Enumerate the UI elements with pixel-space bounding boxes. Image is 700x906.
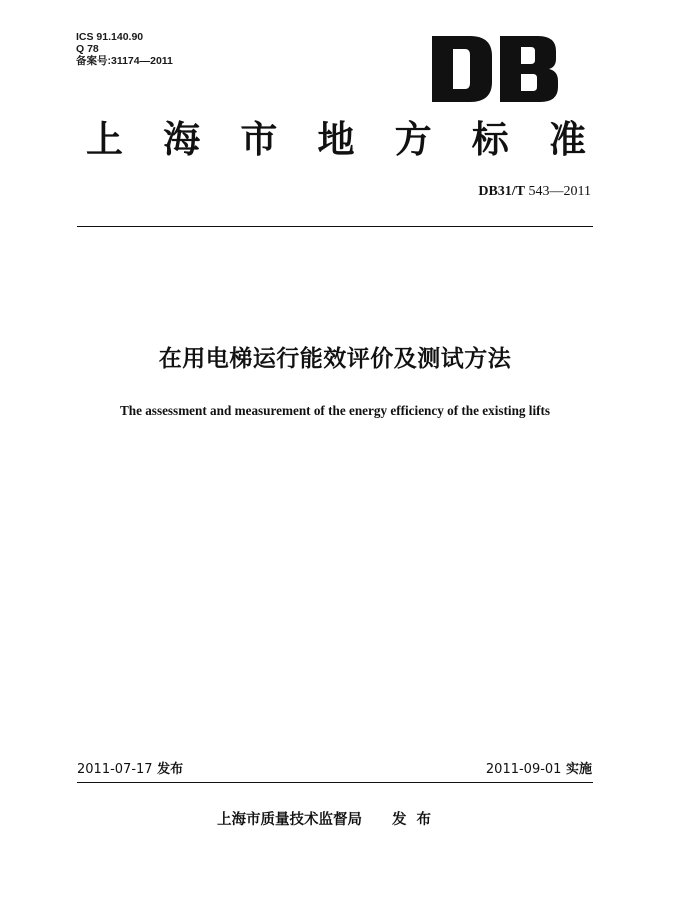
ics-code: ICS 91.140.90 [76,31,144,43]
implementation-date-label: 实施 [561,762,592,777]
standard-type-char: 准 [548,118,586,161]
title-english: The assessment and measurement of the energy efficiency of the existing lifts [119,403,551,418]
issuer-action: 发布 [392,812,441,828]
db-logo-letter-b [500,36,558,102]
record-number: 备案号:31174—2011 [76,55,173,67]
standard-type-char: 方 [394,118,432,161]
issue-date: 2011-07-17 [77,762,153,777]
bottom-divider [77,782,593,783]
standard-type-char: 海 [163,118,201,161]
standard-code [478,184,591,200]
implementation-date-line [486,762,592,778]
issuer-name: 上海市质量技术监督局 [217,812,362,828]
ccs-code: Q 78 [76,43,99,55]
standard-code-prefix: DB31/T [478,184,526,199]
issue-date-line [77,762,183,778]
top-divider [77,226,593,227]
implementation-date: 2011-09-01 [485,762,562,777]
standard-type-char: 市 [240,118,278,161]
standard-code-number: 543—2011 [525,184,591,199]
classification-block [76,31,173,67]
standard-type-char: 上 [86,118,123,161]
issue-date-label: 发布 [152,762,184,777]
title-chinese: 在用电梯运行能效评价及测试方法 [158,346,512,372]
issuer-line [217,811,441,829]
db-logo [432,36,560,102]
standard-type-char: 标 [471,118,509,161]
db-logo-letter-d [432,36,492,102]
standard-type-heading [86,118,586,162]
standard-type-char: 地 [317,118,355,161]
